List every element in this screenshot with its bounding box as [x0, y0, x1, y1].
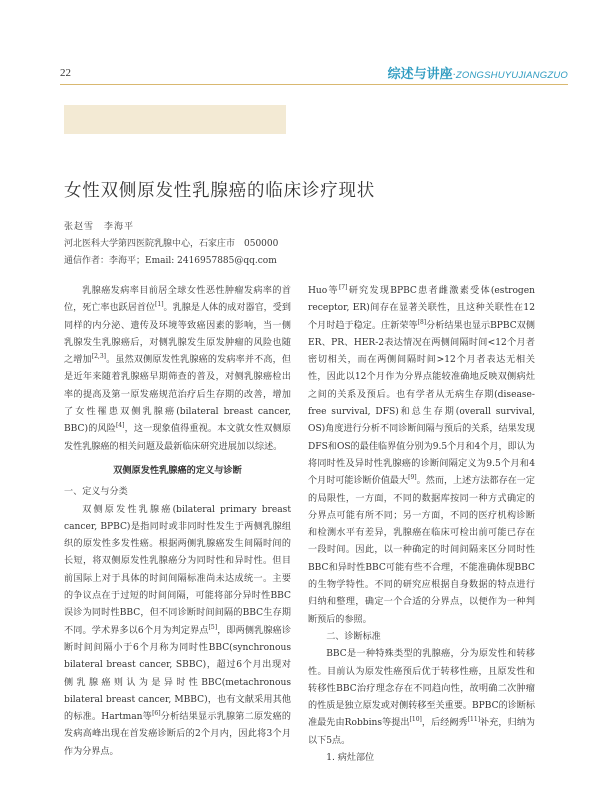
intro-text: 。虽然双侧原发性乳腺癌的发病率并不高，但是近年来随着乳腺癌早期筛查的普及，对侧乳腺癌检出率的提高及第一原发癌规范治疗后生存期的改善，增加了女性罹患双侧乳腺癌(bilateral breast cancer, BBC)的风险: [64, 355, 291, 435]
citation: [5]: [208, 623, 218, 631]
intro-text: ，这一现象值得重视。本文就女性双侧原发性乳腺癌的相关问题及最新临床研究进展加以综述。: [64, 424, 291, 452]
body-text: 补充，归纳为以下5点。: [308, 718, 535, 746]
subheading: 一、定义与分类: [64, 487, 128, 498]
body-text: 。然而，上述方法都存在一定的局限性，一方面，不同的数据库按同一种方式确定的分界点可能有所不同；另一方面，不同的医疗机构诊断和检测水平有差异，乳腺癌在临床可检出前可能已存在一段时间。因此，以一种确定的时间间隔来区分同时性BBC和异时性BBC可能有些不合理，不能准确体现BBC的生物学特性。不同的研究应根据自身数据的特点进行归纳和整理，确定一个合适的分界点，以便作为一种判断预后的参照。: [308, 476, 535, 625]
definition-text: 分析结果显示乳腺第二原发癌的发病高峰出现在首发癌诊断后的2个月内，因此将3个月作为分界点。: [64, 712, 291, 757]
interval-paragraph: [308, 283, 535, 629]
citation: [4]: [115, 422, 125, 430]
section-heading: 双侧原发性乳腺癌的定义与诊断: [113, 464, 242, 476]
authors: 张赵雪 李海平: [64, 222, 135, 232]
subheading: 二、诊断标准: [326, 631, 381, 642]
citation: [8]: [417, 318, 427, 326]
header-rule: [60, 84, 568, 85]
decorative-band: [64, 105, 286, 134]
body-text: Huo等: [308, 286, 339, 296]
article-title: 女性双侧原发性乳腺癌的临床诊疗现状: [64, 181, 376, 201]
citation: [9]: [408, 474, 417, 482]
correspondence: 通信作者：李海平；Email: 2416957885@qq.com: [64, 256, 277, 266]
body-text: BBC是一种特殊类型的乳腺癌，分为原发性和转移性。目前认为原发性癌预后优于转移性癌，且原发性和转移性BBC治疗理念存在不同趋向性，故明确二次肿瘤的性质是独立原发或对侧转移至关重要。BPBC的诊断标准最先由Robbins等提出: [308, 649, 535, 729]
intro-text: 。乳腺是人体的成对器官，受到同样的内分泌、遗传及环境等致癌因素的影响，当一侧乳腺发生乳腺癌后，对侧乳腺发生原发肿瘤的风险也随之增加: [64, 303, 291, 366]
citation: [7]: [338, 283, 348, 291]
section-label-dot: ·: [452, 70, 456, 81]
definition-text: ，即两侧乳腺癌诊断时间间隔小于6个月称为同时性BBC(synchronous bilateral breast cancer, SBBC)，超过6个月出现对侧乳腺癌则认为是异时性BBC(metachronous bilateral breast cancer, MBBC)，也有文献采用其他的标准。Hartman等: [64, 625, 291, 723]
body-text: 分析结果也显示BPBC双侧ER、PR、HER-2表达情况在两侧间隔时间<12个月者密切相关，而在两侧间隔时间>12个月者表达无相关性，因此以12个月作为分界点能较准确地反映双侧病灶之间的关系及预后。也有学者从无病生存期(disease-free survival, DFS)和总生存期(overall survival, OS)角度进行分析不同诊断间隔与预后的关系，结果发现DFS和OS的最佳临界值分别为9.5个月和4个月，即认为将同时性及异时性乳腺癌的诊断间隔定义为9.5个月和4个月时可能诊断价值最大: [308, 320, 535, 487]
list-item: 1. 病灶部位: [326, 753, 375, 764]
definition-paragraph: [64, 502, 291, 761]
body-text: ，后经阙秀: [421, 718, 468, 729]
body-text: 研究发现BPBC患者雌激素受体(estrogen receptor, ER)间存在显著关联性，且这种关联性在12个月时趋于稳定。庄新荣等: [308, 286, 535, 331]
intro-paragraph: [64, 283, 291, 456]
left-column: [64, 283, 291, 761]
section-label: [388, 63, 568, 82]
section-label-cn: 综述与讲座: [387, 67, 453, 82]
citation: [11]: [467, 716, 481, 724]
criteria-paragraph: [308, 646, 535, 750]
affiliation: 河北医科大学第四医院乳腺中心，石家庄市 050000: [64, 239, 279, 249]
definition-text: 双侧原发性乳腺癌(bilateral primary breast cancer, BPBC)是指同时或非同时性发生于两侧乳腺组织的原发性多发性癌。根据两侧乳腺癌发生间隔时间的长短，将双侧原发性乳腺癌分为同时性和异时性。但目前国际上对于具体的时间间隔标准尚未达成统一。主要的争议点在于过短的时间间隔，可能将部分异时性BBC误诊为同时性BBC，但不同诊断时间间隔的BBC生存期不同。学术界多以6个月为判定界点: [64, 504, 291, 636]
citation: [2,3]: [91, 353, 106, 361]
page-number: 22: [60, 67, 71, 79]
section-label-en: ZONGSHUYUJIANGZUO: [455, 70, 568, 81]
right-column: [308, 283, 535, 767]
citation: [6]: [152, 710, 161, 718]
intro-text: 乳腺癌发病率目前居全球女性恶性肿瘤发病率的首位，死亡率也跃居首位: [64, 286, 291, 314]
author-block: [64, 219, 278, 270]
citation: [10]: [409, 716, 422, 724]
citation: [1]: [155, 301, 164, 309]
